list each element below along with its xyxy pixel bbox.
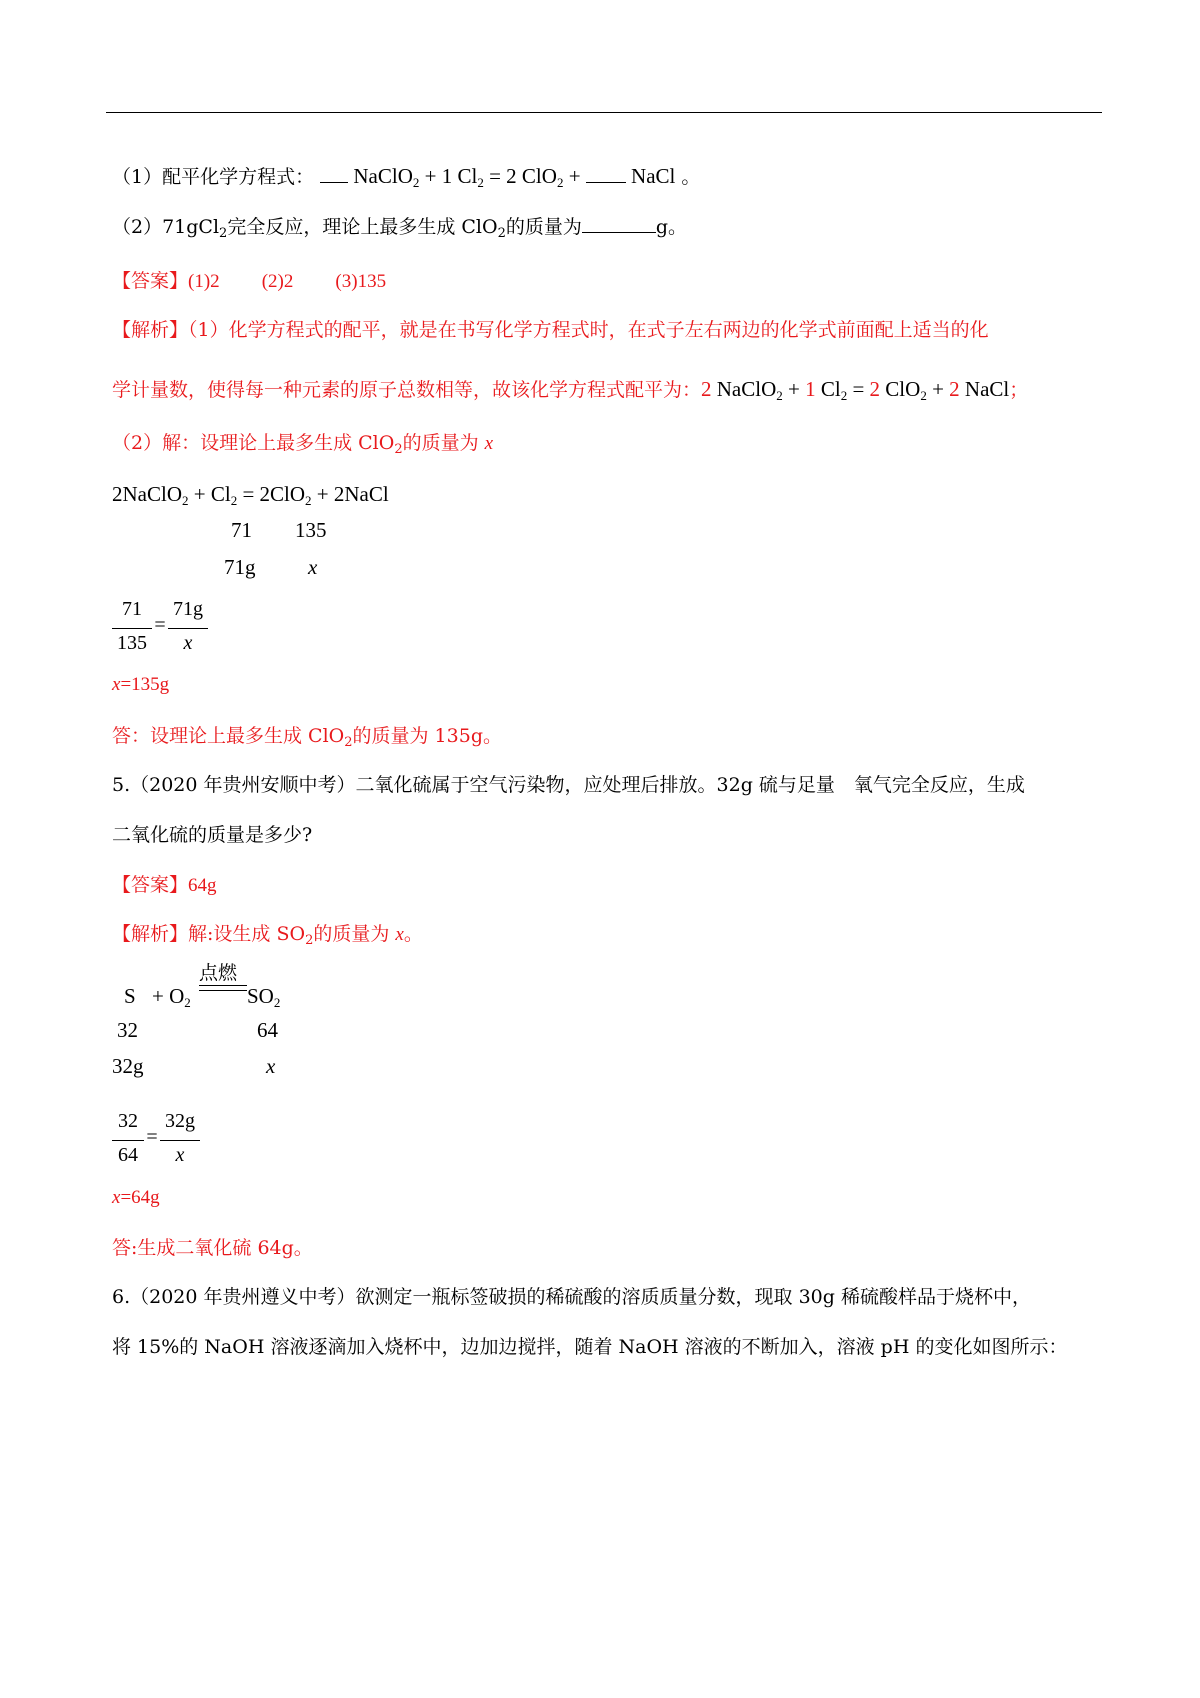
q5-proportion: 32 64 = 32g x	[112, 1110, 212, 1176]
q4-answer: 【答案】(1)2 (2)2 (3)135	[112, 270, 387, 292]
q5-reaction-condition: 点燃	[199, 962, 238, 984]
q5-stem-line1: 5.（2020 年贵州安顺中考）二氧化硫属于空气污染物，应处理后排放。32g 硫与足量 氧气完全反应，生成	[112, 774, 1025, 796]
q5-answer: 【答案】64g	[112, 874, 217, 896]
q5-reaction-arrow	[199, 985, 247, 991]
answer-blank	[320, 164, 348, 183]
q4-equation-line: 2NaClO$_2$ + $Cl_2 = 2ClO_2$ + 2NaCl	[112, 482, 389, 508]
q4-result: x=135g	[112, 674, 170, 695]
q4-molar-71: 71	[231, 518, 252, 542]
answer-blank	[586, 164, 626, 183]
q4-molar-135: 135	[295, 518, 327, 542]
q5-given-32g: 32g	[112, 1054, 144, 1078]
q4-proportion: 71 135 = 71g x	[112, 598, 222, 664]
q5-stem-line2: 二氧化硫的质量是多少?	[112, 824, 313, 846]
q4-part1: （1）配平化学方程式： NaClO$_2$ + 1 $Cl_2 = 2$ ClO$_2$ + NaCl 。	[112, 164, 701, 190]
q5-final-answer: 答:生成二氧化硫 64g。	[112, 1237, 313, 1259]
q5-given-x: x	[266, 1054, 276, 1078]
q6-stem-line1: 6.（2020 年贵州遵义中考）欲测定一瓶标签破损的稀硫酸的溶质质量分数，现取 30g 稀硫酸样品于烧杯中，	[112, 1286, 1031, 1308]
answer-blank	[582, 214, 656, 233]
q5-result: x=64g	[112, 1187, 160, 1208]
q4-given-x: x	[308, 555, 318, 579]
q5-analysis: 【解析】解:设生成 $SO_2$的质量为 x。	[112, 923, 423, 948]
q5-eq-o2: + $O_2$	[152, 984, 191, 1010]
q4-part1-equation: NaClO$_2$ + 1 $Cl_2 = 2$ ClO$_2$ + NaCl	[320, 164, 675, 188]
q5-eq-s: S	[124, 984, 136, 1008]
header-rule	[106, 112, 1102, 113]
q4-given-71g: 71g	[224, 555, 256, 579]
q5-molar-64: 64	[257, 1018, 278, 1042]
q4-part2: （2）71gCl$_2$完全反应，理论上最多生成 ClO$_2$的质量为 g。	[112, 216, 688, 241]
q4-solve-setup: （2）解：设理论上最多生成 ClO$_2$的质量为 x	[112, 432, 494, 457]
q4-analysis-line1: 【解析】（1）化学方程式的配平，就是在书写化学方程式时，在式子左右两边的化学式前面配上适当的化	[112, 319, 989, 341]
q4-analysis-line2: 学计量数，使得每一种元素的原子总数相等，故该化学方程式配平为：2 NaClO$_2$ + 1 $Cl_2 = 2$ ClO$_2$ + 2 NaCl；	[112, 377, 1029, 403]
q4-final-answer: 答：设理论上最多生成 ClO$_2$的质量为 135g。	[112, 725, 502, 750]
q5-molar-32: 32	[117, 1018, 138, 1042]
q6-stem-line2: 将 15%的 NaOH 溶液逐滴加入烧杯中，边加边搅拌，随着 NaOH 溶液的不断加入，溶液 pH 的变化如图所示：	[112, 1336, 1068, 1358]
q5-eq-so2: $SO_2$	[247, 984, 281, 1010]
